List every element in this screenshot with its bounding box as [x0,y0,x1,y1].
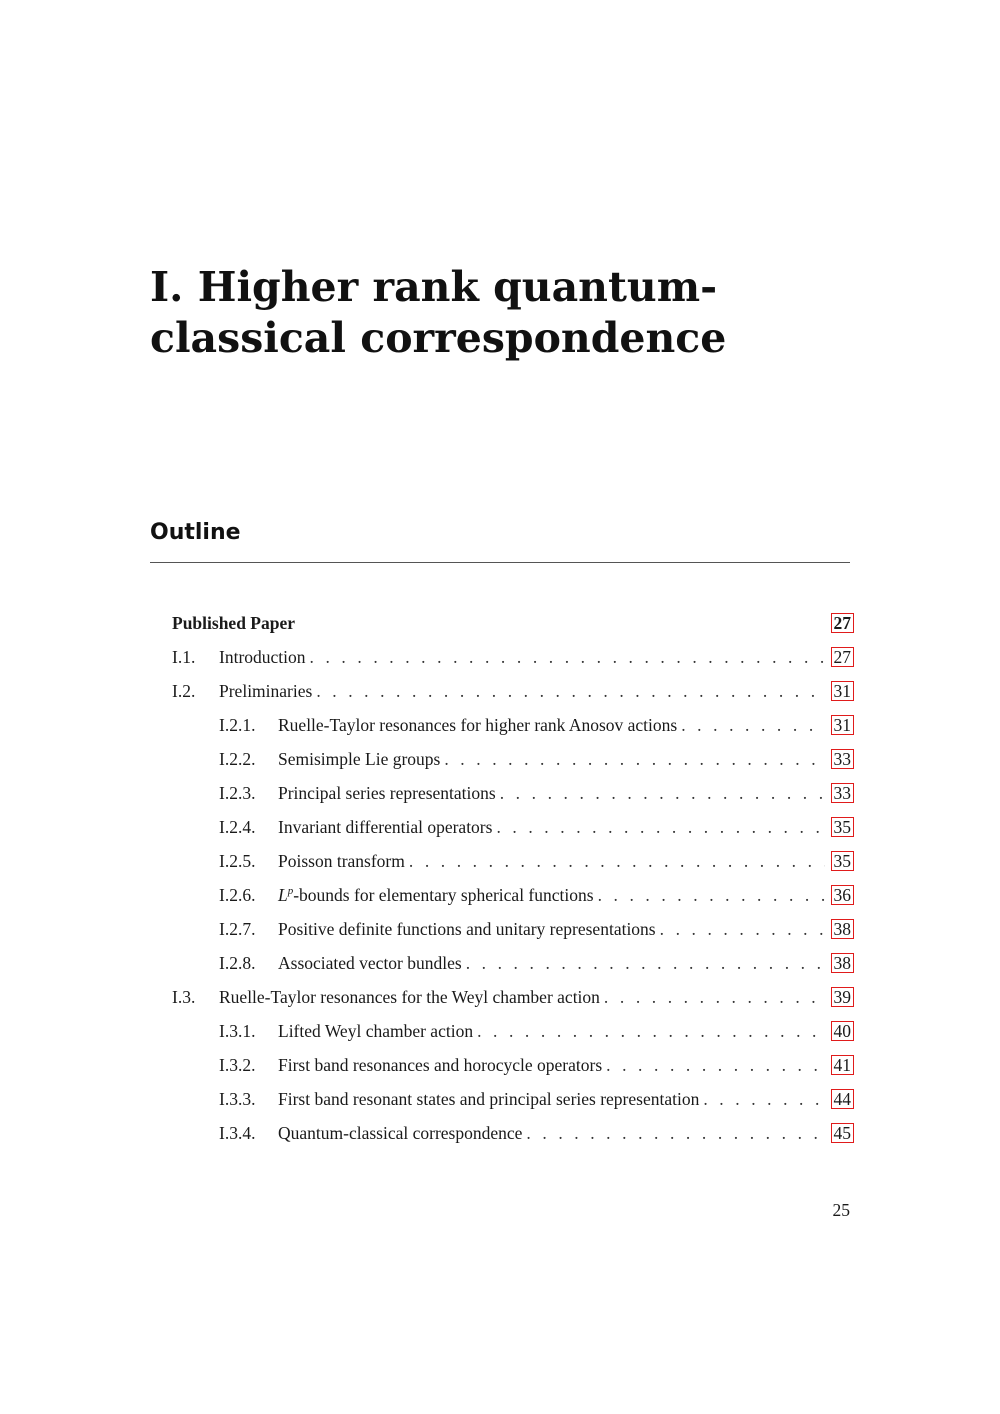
toc-page-link[interactable]: 39 [831,987,855,1007]
toc-entry[interactable] [172,708,854,742]
toc-page-link[interactable]: 38 [831,919,855,939]
toc-entry[interactable] [172,912,854,946]
toc-entry-title: Introduction [219,646,306,667]
toc-entry-number: I.3. [172,986,196,1007]
toc-entry[interactable] [172,1082,854,1116]
toc-entry-title: Invariant differential operators [278,816,493,837]
toc-page-link[interactable]: 27 [831,613,855,633]
toc-leader [310,647,825,668]
toc-entry[interactable] [172,1014,854,1048]
toc-entry-title: Ruelle-Taylor resonances for higher rank Anosov actions [278,714,678,735]
toc-entry-number: I.3.4. [219,1122,256,1143]
toc-entry-title: First band resonances and horocycle operators [278,1054,603,1075]
toc-entry-number: I.2.2. [219,748,256,769]
toc-entry[interactable] [172,980,854,1014]
toc-leader [466,953,825,974]
toc-leader [444,749,824,770]
toc-page-link[interactable]: 44 [831,1089,855,1109]
toc-page-link[interactable]: 33 [831,783,855,803]
toc-entry-title: Published Paper [172,612,296,633]
toc-page-link[interactable]: 31 [831,681,855,701]
toc-page-link[interactable]: 27 [831,647,855,667]
toc-entry-number: I.2.5. [219,850,256,871]
toc-page-link[interactable]: 41 [831,1055,855,1075]
toc-entry-number: I.2.4. [219,816,256,837]
chapter-title: I. Higher rank quantum-classical correspondence [150,263,727,362]
toc-entry-number: I.2.3. [219,782,256,803]
toc-page-link[interactable]: 35 [831,817,855,837]
table-of-contents [172,606,854,1150]
toc-entry-title: First band resonant states and principal series representation [278,1088,700,1109]
toc-entry-title: Quantum-classical correspondence [278,1122,523,1143]
outline-heading: Outline [150,520,241,545]
toc-entry[interactable] [172,844,854,878]
toc-entry-title: Ruelle-Taylor resonances for the Weyl chamber action [219,986,600,1007]
toc-page-link[interactable]: 40 [831,1021,855,1041]
math-superscript-p: p [287,884,294,897]
toc-entry-number: I.3.2. [219,1054,256,1075]
toc-entry[interactable] [172,946,854,980]
toc-entry-title: Semisimple Lie groups [278,748,441,769]
toc-entry[interactable] [172,1048,854,1082]
toc-page-link[interactable]: 33 [831,749,855,769]
toc-entry-number: I.3.1. [219,1020,256,1041]
toc-entry-title: Preliminaries [219,680,313,701]
toc-leader [316,681,824,702]
toc-entry-number: I.3.3. [219,1088,256,1109]
toc-leader [660,919,825,940]
toc-entry[interactable] [172,776,854,810]
toc-leader [496,817,824,838]
toc-entry[interactable] [172,878,854,912]
toc-entry-number: I.2.1. [219,714,256,735]
toc-entry-title: Principal series representations [278,782,496,803]
toc-entry[interactable] [172,810,854,844]
toc-entry[interactable] [172,640,854,674]
toc-leader [477,1021,824,1042]
toc-leader [703,1089,824,1110]
toc-leader [500,783,825,804]
outline-divider [150,562,850,563]
toc-entry[interactable] [172,742,854,776]
toc-page-link[interactable]: 36 [831,885,855,905]
toc-entry-title [278,885,594,906]
toc-leader [409,851,825,872]
toc-published-paper[interactable] [172,606,854,640]
toc-page-link[interactable]: 45 [831,1123,855,1143]
toc-entry-number: I.2.7. [219,918,256,939]
toc-leader [606,1055,824,1076]
math-symbol-l: L [278,884,288,905]
toc-page-link[interactable]: 35 [831,851,855,871]
toc-page-link[interactable]: 38 [831,953,855,973]
page-number: 25 [832,1200,850,1220]
toc-leader [604,987,825,1008]
toc-entry-title: Associated vector bundles [278,952,462,973]
toc-page-link[interactable]: 31 [831,715,855,735]
toc-entry-number: I.1. [172,646,196,667]
toc-leader [526,1123,824,1144]
toc-entry-number: I.2.6. [219,884,256,905]
toc-entry-title: Poisson transform [278,850,405,871]
toc-entry-title: Positive definite functions and unitary representations [278,918,656,939]
toc-entry-title-rest: -bounds for elementary spherical functions [293,884,594,905]
toc-entry[interactable] [172,674,854,708]
toc-entry-title: Lifted Weyl chamber action [278,1020,474,1041]
toc-leader [681,715,824,736]
toc-leader [598,885,825,906]
toc-entry[interactable] [172,1116,854,1150]
toc-entry-number: I.2.8. [219,952,256,973]
toc-entry-number: I.2. [172,680,196,701]
